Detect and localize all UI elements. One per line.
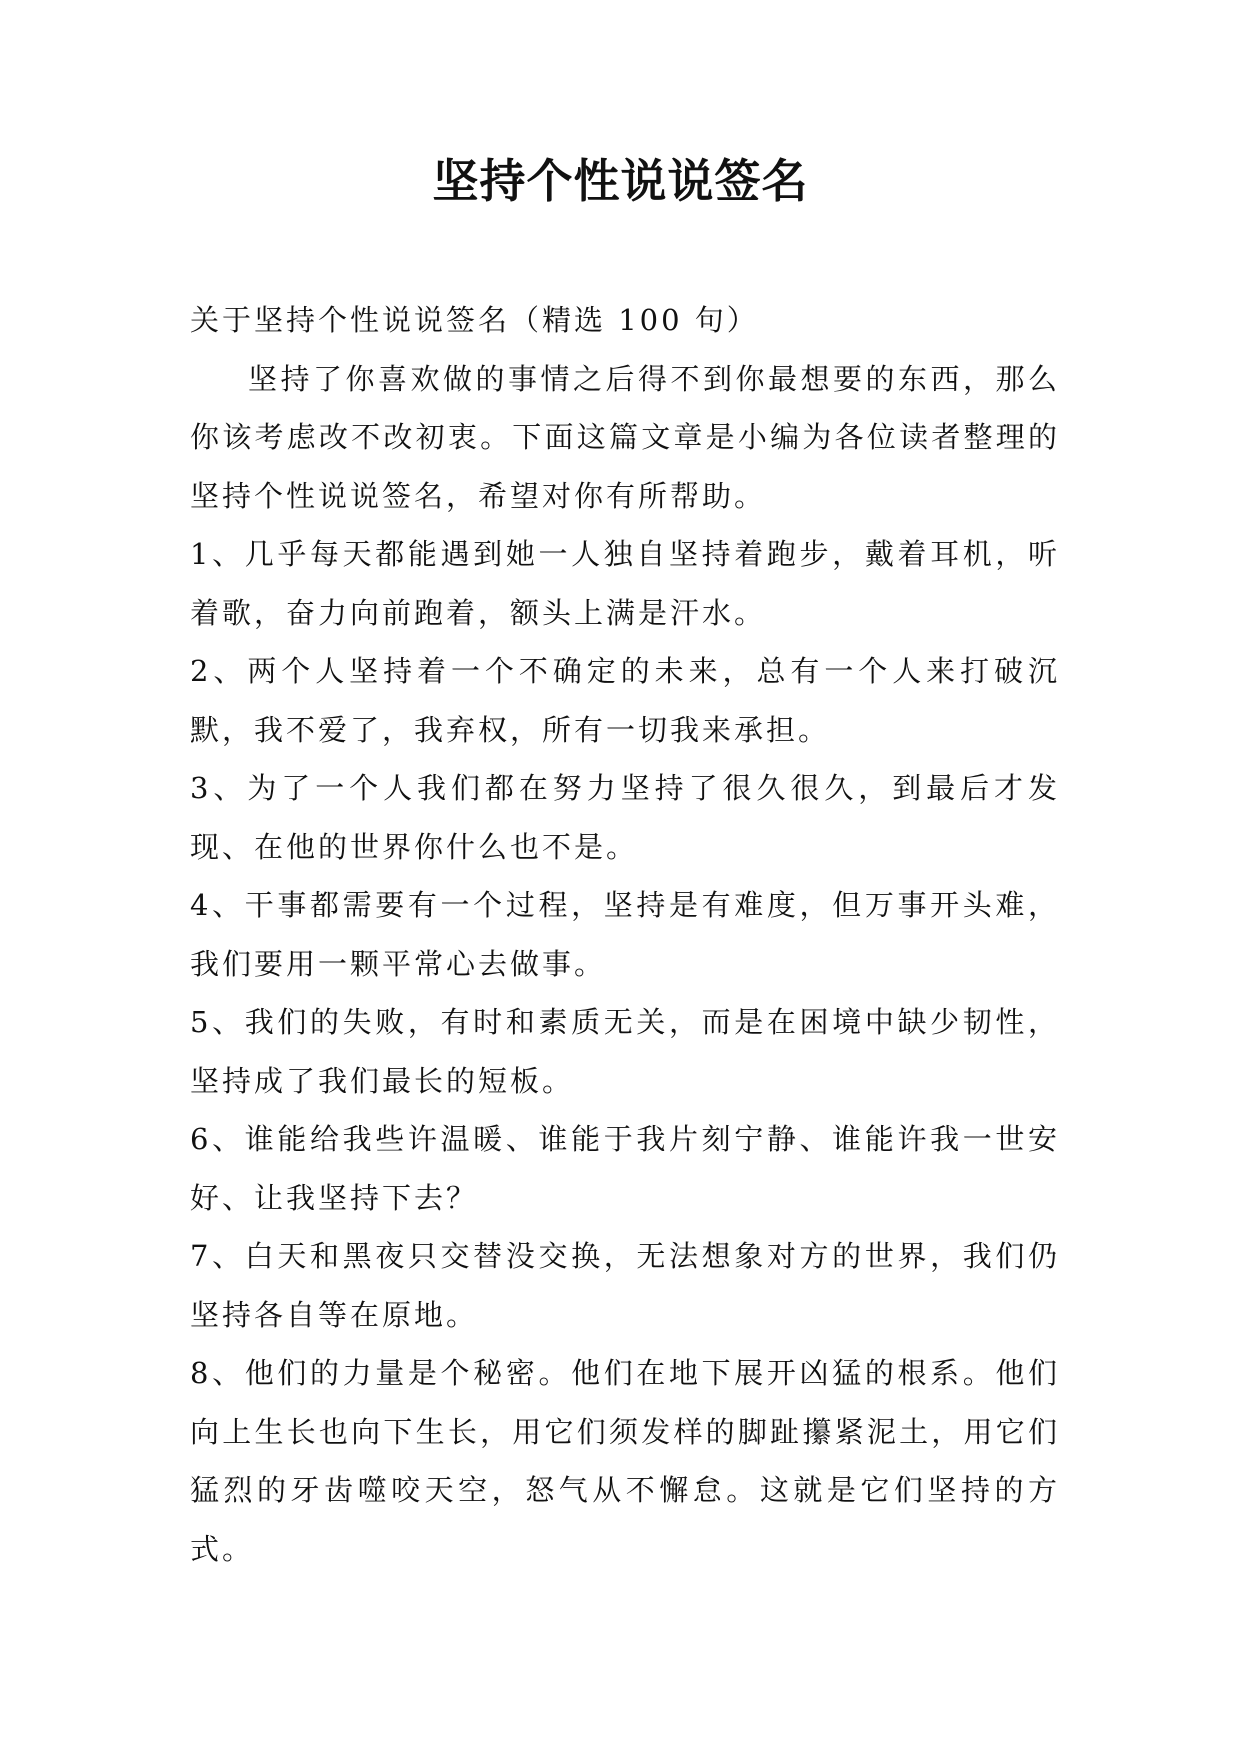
document-subtitle: 关于坚持个性说说签名（精选 100 句）	[190, 303, 759, 337]
list-item: 6、谁能给我些许温暖、谁能于我片刻宁静、谁能许我一世安好、让我坚持下去？	[190, 1122, 1060, 1215]
document-title: 坚持个性说说签名	[432, 154, 809, 208]
list-item: 1、几乎每天都能遇到她一人独自坚持着跑步，戴着耳机，听着歌，奋力向前跑着，额头上满是汗水。	[190, 537, 1060, 630]
list-item: 7、白天和黑夜只交替没交换，无法想象对方的世界，我们仍坚持各自等在原地。	[190, 1239, 1060, 1332]
list-item: 5、我们的失败，有时和素质无关，而是在困境中缺少韧性，坚持成了我们最长的短板。	[190, 1005, 1060, 1098]
list-item: 4、干事都需要有一个过程，坚持是有难度，但万事开头难，我们要用一颗平常心去做事。	[190, 888, 1060, 981]
list-item: 8、他们的力量是个秘密。他们在地下展开凶猛的根系。他们向上生长也向下生长，用它们须发样的脚趾攥紧泥土，用它们猛烈的牙齿噬咬天空，怒气从不懈怠。这就是它们坚持的方式。	[190, 1356, 1060, 1566]
intro-paragraph: 坚持了你喜欢做的事情之后得不到你最想要的东西，那么你该考虑改不改初衷。下面这篇文章是小编为各位读者整理的坚持个性说说签名，希望对你有所帮助。	[190, 361, 1060, 513]
list-item: 2、两个人坚持着一个不确定的未来，总有一个人来打破沉默，我不爱了，我弃权，所有一切我来承担。	[190, 654, 1060, 747]
document-body	[190, 291, 1060, 1578]
list-item: 3、为了一个人我们都在努力坚持了很久很久，到最后才发现、在他的世界你什么也不是。	[190, 771, 1060, 864]
